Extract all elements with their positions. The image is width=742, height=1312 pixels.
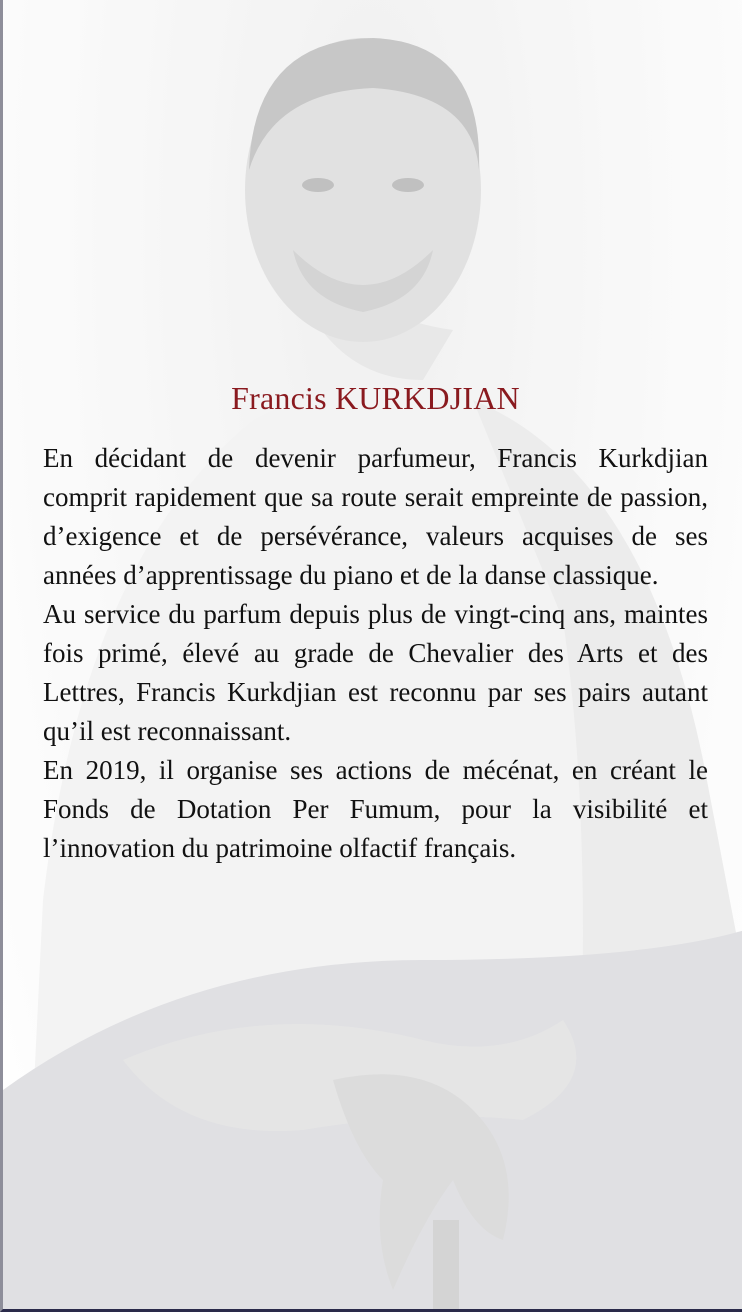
bio-paragraph-2: Au service du parfum depuis plus de vingt-cinq ans, maintes fois primé, élevé au grade de Chevalier des Arts et des Lettres, Francis Kurkdjian est reconnu par ses pairs autant qu’il est reconnaissant. xyxy=(43,599,708,746)
bio-content xyxy=(43,380,708,868)
bio-paragraph-1: En décidant de devenir parfumeur, Francis Kurkdjian comprit rapidement que sa route serait empreinte de passion, d’exigence et de persévérance, valeurs acquises de ses années d’apprentissage du piano et de la danse classique. xyxy=(43,443,708,590)
bio-paragraph-3: En 2019, il organise ses actions de mécénat, en créant le Fonds de Dotation Per Fumum, pour la visibilité et l’innovation du patrimoine olfactif français. xyxy=(43,755,708,863)
bio-title: Francis KURKDJIAN xyxy=(231,380,520,416)
